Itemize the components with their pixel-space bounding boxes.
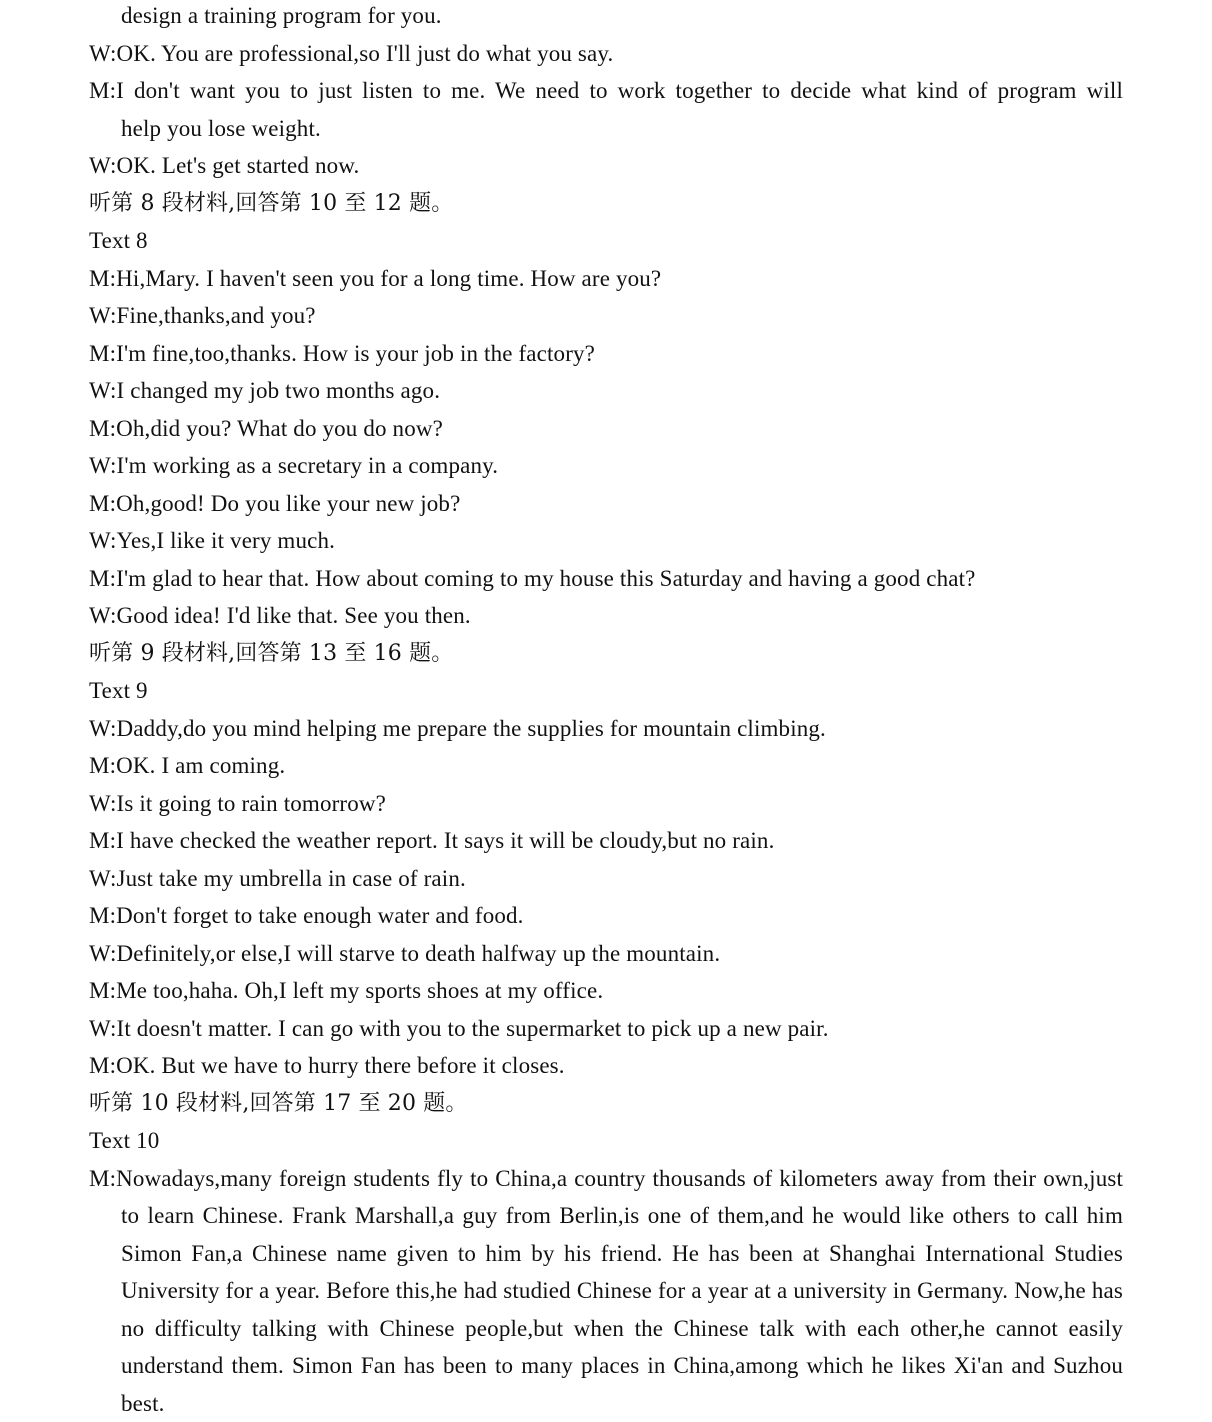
dialogue-line: W:Yes,I like it very much. <box>89 522 1123 560</box>
dialogue-line: W:I'm working as a secretary in a company. <box>89 447 1123 485</box>
dialogue-line: M:I'm glad to hear that. How about coming to my house this Saturday and having a good chat? <box>89 560 1123 598</box>
monologue-paragraph: M:Nowadays,many foreign students fly to China,a country thousands of kilometers away from their own,just to learn Chinese. Frank Marshall,a guy from Berlin,is one of them,and he would like others to call him Simon Fan,a Chinese name given to him by his friend. He has been at Shanghai International Studies University for a year. Before this,he had studied Chinese for a year at a university in Germany. Now,he has no difficulty talking with Chinese people,but when the Chinese talk with each other,he cannot easily understand them. Simon Fan has been to many places in China,among which he likes Xi'an and Suzhou best. <box>89 1160 1123 1422</box>
section-instruction: 听第 9 段材料,回答第 13 至 16 题。 <box>89 635 1123 673</box>
dialogue-line: W:It doesn't matter. I can go with you to the supermarket to pick up a new pair. <box>89 1010 1123 1048</box>
section-instruction: 听第 10 段材料,回答第 17 至 20 题。 <box>89 1085 1123 1123</box>
dialogue-line: W:OK. You are professional,so I'll just do what you say. <box>89 35 1123 73</box>
dialogue-line: W:Is it going to rain tomorrow? <box>89 785 1123 823</box>
transcript-page <box>89 0 1123 1422</box>
text-line: design a training program for you. <box>89 0 1123 35</box>
text-line: help you lose weight. <box>89 110 1123 148</box>
text-title: Text 10 <box>89 1122 1123 1160</box>
dialogue-line: W:OK. Let's get started now. <box>89 147 1123 185</box>
dialogue-line: W:Definitely,or else,I will starve to death halfway up the mountain. <box>89 935 1123 973</box>
dialogue-line: M:OK. But we have to hurry there before it closes. <box>89 1047 1123 1085</box>
dialogue-line: M:Don't forget to take enough water and food. <box>89 897 1123 935</box>
dialogue-line: M:Hi,Mary. I haven't seen you for a long time. How are you? <box>89 260 1123 298</box>
dialogue-line: W:Fine,thanks,and you? <box>89 297 1123 335</box>
dialogue-line: M:I don't want you to just listen to me. We need to work together to decide what kind of program will <box>89 72 1123 110</box>
text-title: Text 9 <box>89 672 1123 710</box>
dialogue-line: W:Just take my umbrella in case of rain. <box>89 860 1123 898</box>
dialogue-line: W:I changed my job two months ago. <box>89 372 1123 410</box>
section-instruction: 听第 8 段材料,回答第 10 至 12 题。 <box>89 185 1123 223</box>
dialogue-line: W:Daddy,do you mind helping me prepare the supplies for mountain climbing. <box>89 710 1123 748</box>
dialogue-line: M:Oh,did you? What do you do now? <box>89 410 1123 448</box>
dialogue-line: M:I'm fine,too,thanks. How is your job in the factory? <box>89 335 1123 373</box>
dialogue-line: M:Me too,haha. Oh,I left my sports shoes at my office. <box>89 972 1123 1010</box>
dialogue-line: M:Oh,good! Do you like your new job? <box>89 485 1123 523</box>
text-title: Text 8 <box>89 222 1123 260</box>
dialogue-line: M:OK. I am coming. <box>89 747 1123 785</box>
dialogue-line: M:I have checked the weather report. It says it will be cloudy,but no rain. <box>89 822 1123 860</box>
dialogue-line: W:Good idea! I'd like that. See you then. <box>89 597 1123 635</box>
